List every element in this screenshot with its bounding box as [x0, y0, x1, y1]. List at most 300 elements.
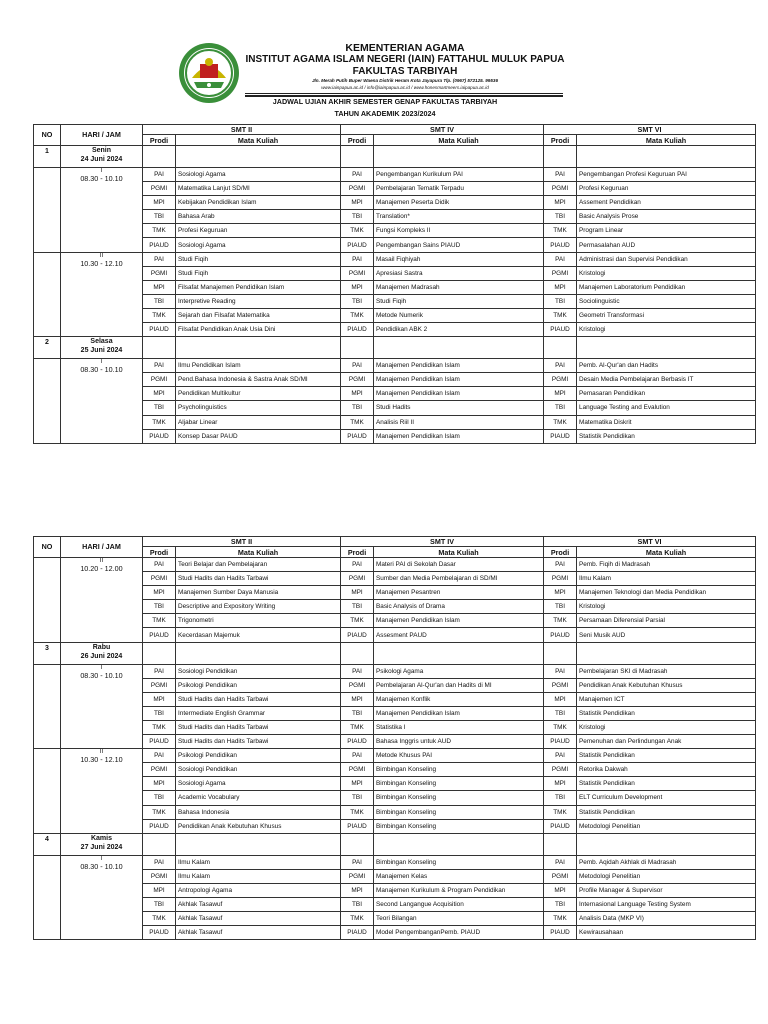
prodi-cell: PIAUD	[544, 735, 577, 749]
course-cell: Bimbingan Konseling	[374, 791, 544, 805]
document-title: JADWAL UJIAN AKHIR SEMESTER GENAP FAKULTAS TARBIYAH	[272, 97, 498, 106]
course-cell: Bahasa Inggris untuk AUD	[374, 735, 544, 749]
course-cell: Psycholinguistics	[176, 401, 341, 415]
course-cell: Bimbingan Konseling	[374, 855, 544, 869]
schedule-table-1	[33, 124, 756, 444]
col-smt2-header: SMT II	[143, 125, 341, 135]
prodi-cell: PAI	[544, 558, 577, 572]
course-cell: Pendidikan Multikultur	[176, 387, 341, 401]
course-cell: Studi Fiqih	[176, 252, 341, 266]
prodi-cell: MPI	[544, 280, 577, 294]
session-time-cell	[61, 168, 143, 253]
empty-cell	[577, 833, 756, 855]
course-cell: Pembelajaran SKI di Madrasah	[577, 664, 756, 678]
course-cell: Intermediate English Grammar	[176, 706, 341, 720]
course-cell: Psikologi Agama	[374, 664, 544, 678]
day-heading	[61, 337, 143, 359]
prodi-cell: PGMI	[143, 266, 176, 280]
prodi-cell: MPI	[143, 692, 176, 706]
course-cell: Manajemen ICT	[577, 692, 756, 706]
prodi-cell: TMK	[143, 614, 176, 628]
prodi-cell: PGMI	[341, 869, 374, 883]
table-row	[34, 749, 756, 763]
empty-cell	[143, 833, 176, 855]
prodi-cell: TBI	[143, 706, 176, 720]
course-cell: Seni Musik AUD	[577, 628, 756, 642]
prodi-cell: TMK	[544, 912, 577, 926]
no-cell	[34, 558, 61, 643]
prodi-cell: PIAUD	[143, 429, 176, 443]
table-row	[34, 387, 756, 401]
prodi-cell: MPI	[544, 196, 577, 210]
header-row-subcolumns	[34, 135, 756, 146]
course-cell: Kecerdasan Majemuk	[176, 628, 341, 642]
academic-year: TAHUN AKADEMIK 2023/2024	[334, 109, 436, 118]
col-smt6-header: SMT VI	[544, 537, 756, 547]
col-prodi-header: Prodi	[544, 135, 577, 146]
prodi-cell: PAI	[143, 664, 176, 678]
prodi-cell: TBI	[143, 600, 176, 614]
institute-name: INSTITUT AGAMA ISLAM NEGERI (IAIN) FATTAHUL MULUK PAPUA	[245, 54, 565, 65]
session-time-cell	[61, 252, 143, 337]
course-cell: Manajemen Pesantren	[374, 586, 544, 600]
session-time: 08.30 - 10.10	[80, 365, 123, 375]
table-row	[34, 182, 756, 196]
course-cell: Manajemen Pendidikan Islam	[374, 706, 544, 720]
table-row	[34, 777, 756, 791]
session-label: II	[99, 558, 104, 564]
course-cell: Interpretive Reading	[176, 294, 341, 308]
course-cell: Aljabar Linear	[176, 415, 341, 429]
course-cell: Internasional Language Testing System	[577, 897, 756, 911]
course-cell: Trigonometri	[176, 614, 341, 628]
prodi-cell: PIAUD	[341, 429, 374, 443]
prodi-cell: TMK	[544, 614, 577, 628]
course-cell: Pembelajaran Tematik Terpadu	[374, 182, 544, 196]
table-row	[34, 373, 756, 387]
course-cell: Manajemen Laboratorium Pendidikan	[577, 280, 756, 294]
prodi-cell: TBI	[143, 401, 176, 415]
empty-cell	[544, 642, 577, 664]
col-smt6-header: SMT VI	[544, 125, 756, 135]
empty-cell	[176, 146, 341, 168]
day-date: 25 Juni 2024	[80, 347, 123, 355]
prodi-cell: TBI	[341, 706, 374, 720]
prodi-cell: PAI	[544, 168, 577, 182]
table-row	[34, 168, 756, 182]
course-cell: Studi Fiqih	[176, 266, 341, 280]
course-cell: Pengembangan Kurikulum PAI	[374, 168, 544, 182]
prodi-cell: PAI	[341, 664, 374, 678]
prodi-cell: PIAUD	[544, 323, 577, 337]
course-cell: Bahasa Arab	[176, 210, 341, 224]
course-cell: Kristologi	[577, 600, 756, 614]
prodi-cell: PGMI	[143, 373, 176, 387]
course-cell: Retorika Dakwah	[577, 763, 756, 777]
empty-cell	[341, 337, 374, 359]
prodi-cell: TBI	[143, 210, 176, 224]
empty-cell	[374, 642, 544, 664]
day-name: Selasa	[90, 338, 113, 346]
session-label: I	[100, 855, 103, 862]
day-name: Senin	[91, 147, 112, 154]
prodi-cell: TMK	[544, 805, 577, 819]
prodi-cell: PIAUD	[544, 819, 577, 833]
course-cell: Studi Fiqih	[374, 294, 544, 308]
table-row	[34, 791, 756, 805]
header-row-subcolumns	[34, 547, 756, 558]
prodi-cell: TMK	[341, 224, 374, 238]
prodi-cell: MPI	[341, 883, 374, 897]
prodi-cell: TBI	[143, 294, 176, 308]
prodi-cell: MPI	[143, 196, 176, 210]
course-cell: Sosiologi Pendidikan	[176, 763, 341, 777]
course-cell: Teori Belajar dan Pembelajaran	[176, 558, 341, 572]
day-number: 1	[34, 146, 61, 168]
prodi-cell: PIAUD	[341, 735, 374, 749]
course-cell: Teori Bilangan	[374, 912, 544, 926]
prodi-cell: MPI	[143, 777, 176, 791]
prodi-cell: PIAUD	[341, 926, 374, 940]
day-date: 24 Juni 2024	[80, 156, 123, 163]
course-cell: Analisis Data (MKP VI)	[577, 912, 756, 926]
empty-cell	[374, 337, 544, 359]
prodi-cell: PIAUD	[341, 628, 374, 642]
table-row	[34, 692, 756, 706]
faculty-name: FAKULTAS TARBIYAH	[352, 66, 458, 77]
prodi-cell: TMK	[341, 912, 374, 926]
day-row	[34, 833, 756, 855]
prodi-cell: PAI	[341, 359, 374, 373]
col-smt4-header: SMT IV	[341, 537, 544, 547]
prodi-cell: TBI	[544, 791, 577, 805]
course-cell: Kristologi	[577, 266, 756, 280]
empty-cell	[577, 146, 756, 168]
prodi-cell: MPI	[544, 777, 577, 791]
course-cell: Language Testing and Evalution	[577, 401, 756, 415]
course-cell: Basic Analysis of Drama	[374, 600, 544, 614]
table-row	[34, 210, 756, 224]
course-cell: Manajemen Teknologi dan Media Pendidikan	[577, 586, 756, 600]
prodi-cell: PIAUD	[143, 735, 176, 749]
prodi-cell: MPI	[341, 387, 374, 401]
prodi-cell: PGMI	[143, 869, 176, 883]
course-cell: Metodologi Penelitian	[577, 869, 756, 883]
col-prodi-header: Prodi	[143, 547, 176, 558]
empty-cell	[374, 146, 544, 168]
empty-cell	[176, 642, 341, 664]
course-cell: Program Linear	[577, 224, 756, 238]
course-cell: Ilmu Kalam	[176, 869, 341, 883]
table-row	[34, 926, 756, 940]
col-prodi-header: Prodi	[544, 547, 577, 558]
prodi-cell: PIAUD	[544, 926, 577, 940]
prodi-cell: PIAUD	[143, 628, 176, 642]
col-smt2-header: SMT II	[143, 537, 341, 547]
prodi-cell: TMK	[544, 720, 577, 734]
course-cell: Pemb. Aqidah Akhlak di Madrasah	[577, 855, 756, 869]
session-label: I	[100, 664, 103, 671]
col-no-header: NO	[34, 537, 61, 558]
empty-cell	[143, 642, 176, 664]
prodi-cell: TBI	[341, 294, 374, 308]
prodi-cell: TMK	[143, 805, 176, 819]
prodi-cell: PAI	[143, 558, 176, 572]
course-cell: Bimbingan Konseling	[374, 819, 544, 833]
day-heading	[61, 146, 143, 168]
table-row	[34, 586, 756, 600]
prodi-cell: PAI	[143, 359, 176, 373]
empty-cell	[176, 833, 341, 855]
course-cell: Manajemen Pendidikan Islam	[374, 614, 544, 628]
prodi-cell: PIAUD	[544, 628, 577, 642]
course-cell: Metode Numerik	[374, 308, 544, 322]
prodi-cell: TBI	[544, 600, 577, 614]
prodi-cell: PIAUD	[341, 323, 374, 337]
course-cell: Materi PAI di Sekolah Dasar	[374, 558, 544, 572]
course-cell: Assement Pendidikan	[577, 196, 756, 210]
course-cell: Studi Hadits dan Hadits Tarbawi	[176, 572, 341, 586]
day-name: Rabu	[92, 643, 111, 651]
table-row	[34, 819, 756, 833]
prodi-cell: TMK	[143, 720, 176, 734]
day-row	[34, 642, 756, 664]
course-cell: Pend.Bahasa Indonesia & Sastra Anak SD/MI	[176, 373, 341, 387]
header-row-semesters	[34, 537, 756, 547]
course-cell: Ilmu Kalam	[176, 855, 341, 869]
course-cell: Sumber dan Media Pembelajaran di SD/MI	[374, 572, 544, 586]
prodi-cell: TBI	[341, 401, 374, 415]
course-cell: Sosiologi Pendidikan	[176, 664, 341, 678]
col-mata-kuliah-header: Mata Kuliah	[374, 547, 544, 558]
session-time-cell	[61, 359, 143, 444]
col-mata-kuliah-header: Mata Kuliah	[176, 135, 341, 146]
table-row	[34, 266, 756, 280]
session-time-cell	[61, 664, 143, 749]
prodi-cell: TMK	[143, 912, 176, 926]
no-cell	[34, 664, 61, 749]
day-name: Kamis	[90, 834, 112, 842]
course-cell: Geometri Transformasi	[577, 308, 756, 322]
prodi-cell: PAI	[544, 749, 577, 763]
iain-logo-icon	[178, 42, 240, 104]
session-time: 10.20 - 12.00	[80, 564, 123, 573]
prodi-cell: TBI	[544, 210, 577, 224]
col-prodi-header: Prodi	[341, 135, 374, 146]
table-row	[34, 572, 756, 586]
prodi-cell: TBI	[143, 897, 176, 911]
prodi-cell: TBI	[544, 294, 577, 308]
address-line: Jln. Merah Putih Buper Waena Distrik Heram Kota Jayapura Tlp. (0967) 572125. 99536	[311, 78, 499, 83]
course-cell: Psikologi Pendidikan	[176, 678, 341, 692]
day-number: 3	[34, 642, 61, 664]
header-rule	[245, 93, 563, 94]
empty-cell	[544, 146, 577, 168]
col-mata-kuliah-header: Mata Kuliah	[577, 547, 756, 558]
prodi-cell: TMK	[341, 308, 374, 322]
col-mata-kuliah-header: Mata Kuliah	[374, 135, 544, 146]
course-cell: Studi Hadits dan Hadits Tarbawi	[176, 735, 341, 749]
course-cell: Apresiasi Sastra	[374, 266, 544, 280]
session-label: II	[99, 749, 104, 756]
table-row	[34, 614, 756, 628]
table-row	[34, 224, 756, 238]
prodi-cell: MPI	[544, 692, 577, 706]
no-cell	[34, 168, 61, 253]
prodi-cell: PGMI	[544, 678, 577, 692]
session-label: II	[99, 252, 104, 259]
course-cell: Desain Media Pembelajaran Berbasis IT	[577, 373, 756, 387]
prodi-cell: TMK	[544, 308, 577, 322]
course-cell: Descriptive and Expository Writing	[176, 600, 341, 614]
course-cell: Akhlak Tasawuf	[176, 897, 341, 911]
prodi-cell: PAI	[341, 252, 374, 266]
day-date: 27 Juni 2024	[80, 843, 123, 851]
no-cell	[34, 252, 61, 337]
course-cell: Ilmu Kalam	[577, 572, 756, 586]
session-time: 08.30 - 10.10	[80, 670, 123, 680]
course-cell: Statistik Pendidikan	[577, 706, 756, 720]
prodi-cell: PGMI	[544, 572, 577, 586]
course-cell: Translation*	[374, 210, 544, 224]
prodi-cell: PIAUD	[341, 819, 374, 833]
course-cell: Antropologi Agama	[176, 883, 341, 897]
course-cell: Assesment PAUD	[374, 628, 544, 642]
prodi-cell: PGMI	[143, 182, 176, 196]
course-cell: Analisis Riil II	[374, 415, 544, 429]
prodi-cell: PIAUD	[143, 926, 176, 940]
table-row	[34, 720, 756, 734]
prodi-cell: PAI	[143, 749, 176, 763]
course-cell: Profesi Keguruan	[176, 224, 341, 238]
prodi-cell: TBI	[341, 791, 374, 805]
table-row	[34, 359, 756, 373]
session-time: 08.30 - 10.10	[80, 174, 123, 183]
course-cell: Profesi Keguruan	[577, 182, 756, 196]
course-cell: Manajemen Peserta Didik	[374, 196, 544, 210]
course-cell: Sosiologi Agama	[176, 238, 341, 252]
course-cell: Academic Vocabulary	[176, 791, 341, 805]
prodi-cell: MPI	[341, 692, 374, 706]
course-cell: Metodologi Penelitian	[577, 819, 756, 833]
prodi-cell: PAI	[143, 252, 176, 266]
prodi-cell: PGMI	[341, 266, 374, 280]
prodi-cell: PIAUD	[544, 238, 577, 252]
table-row	[34, 897, 756, 911]
prodi-cell: PAI	[544, 252, 577, 266]
course-cell: Kewirausahaan	[577, 926, 756, 940]
prodi-cell: PAI	[341, 558, 374, 572]
prodi-cell: PGMI	[341, 763, 374, 777]
prodi-cell: TBI	[544, 706, 577, 720]
session-label: I	[100, 168, 103, 174]
col-mata-kuliah-header: Mata Kuliah	[176, 547, 341, 558]
prodi-cell: TMK	[143, 308, 176, 322]
course-cell: Second Langangue Acquisition	[374, 897, 544, 911]
prodi-cell: TBI	[341, 897, 374, 911]
course-cell: Fungsi Kompleks II	[374, 224, 544, 238]
day-row	[34, 337, 756, 359]
table-row	[34, 280, 756, 294]
prodi-cell: TBI	[341, 210, 374, 224]
schedule-table-2	[33, 536, 756, 940]
session-time: 10.30 - 12.10	[80, 755, 123, 765]
col-hari-header: HARI / JAM	[61, 125, 143, 146]
table-row	[34, 600, 756, 614]
table-row	[34, 883, 756, 897]
prodi-cell: TMK	[341, 805, 374, 819]
prodi-cell: PIAUD	[143, 238, 176, 252]
empty-cell	[176, 337, 341, 359]
session-time-cell	[61, 855, 143, 940]
prodi-cell: PGMI	[341, 572, 374, 586]
prodi-cell: MPI	[341, 196, 374, 210]
prodi-cell: PGMI	[544, 266, 577, 280]
course-cell: Bimbingan Konseling	[374, 763, 544, 777]
prodi-cell: MPI	[341, 777, 374, 791]
prodi-cell: MPI	[544, 883, 577, 897]
table-row	[34, 678, 756, 692]
course-cell: Sosiologi Agama	[176, 168, 341, 182]
col-mata-kuliah-header: Mata Kuliah	[577, 135, 756, 146]
table-row	[34, 323, 756, 337]
table-row	[34, 855, 756, 869]
course-cell: Pendidikan Anak Kebutuhan Khusus	[577, 678, 756, 692]
prodi-cell: PGMI	[341, 373, 374, 387]
session-time: 10.30 - 12.10	[80, 258, 123, 268]
prodi-cell: PAI	[143, 855, 176, 869]
prodi-cell: PAI	[341, 168, 374, 182]
no-cell	[34, 359, 61, 444]
prodi-cell: PGMI	[341, 182, 374, 196]
prodi-cell: PGMI	[544, 763, 577, 777]
course-cell: Statistik Pendidikan	[577, 777, 756, 791]
course-cell: Manajemen Pendidikan Islam	[374, 429, 544, 443]
day-row	[34, 146, 756, 168]
prodi-cell: PGMI	[544, 373, 577, 387]
prodi-cell: MPI	[143, 586, 176, 600]
table-row	[34, 196, 756, 210]
prodi-cell: TMK	[341, 720, 374, 734]
course-cell: Kristologi	[577, 720, 756, 734]
table-row	[34, 735, 756, 749]
course-cell: Filsafat Manajemen Pendidikan Islam	[176, 280, 341, 294]
course-cell: Administrasi dan Supervisi Pendidikan	[577, 252, 756, 266]
course-cell: Studi Hadits dan Hadits Tarbawi	[176, 720, 341, 734]
col-prodi-header: Prodi	[341, 547, 374, 558]
day-date: 26 Juni 2024	[80, 652, 123, 660]
no-cell	[34, 855, 61, 940]
course-cell: Manajemen Pendidikan Islam	[374, 387, 544, 401]
table-row	[34, 294, 756, 308]
prodi-cell: MPI	[143, 883, 176, 897]
prodi-cell: PGMI	[341, 678, 374, 692]
course-cell: Bahasa Indonesia	[176, 805, 341, 819]
course-cell: Pemasaran Pendidikan	[577, 387, 756, 401]
empty-cell	[341, 146, 374, 168]
course-cell: Kebijakan Pendidikan Islam	[176, 196, 341, 210]
table-row	[34, 628, 756, 642]
session-time: 08.30 - 10.10	[80, 861, 123, 871]
course-cell: Manajemen Kelas	[374, 869, 544, 883]
table-row	[34, 706, 756, 720]
course-cell: Matematika Diskrit	[577, 415, 756, 429]
course-cell: Pemenuhan dan Perlindungan Anak	[577, 735, 756, 749]
table-row	[34, 415, 756, 429]
table-row	[34, 308, 756, 322]
prodi-cell: MPI	[544, 387, 577, 401]
empty-cell	[577, 337, 756, 359]
